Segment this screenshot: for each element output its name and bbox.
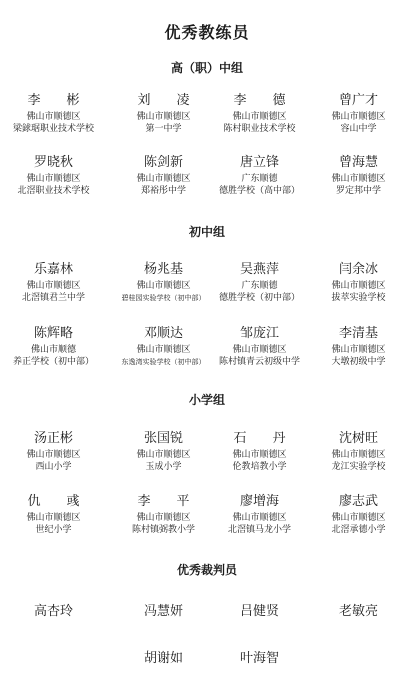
referee-name: 老敏亮 bbox=[338, 604, 378, 619]
coach-name: 罗晓秋 bbox=[33, 155, 73, 170]
coach-school: 龙江实验学校 bbox=[331, 462, 386, 472]
coach-region: 佛山市顺德 bbox=[30, 345, 76, 355]
coach-school: 罗定邦中学 bbox=[335, 186, 381, 196]
coach-school: 大墩初级中学 bbox=[331, 357, 386, 367]
coach-name: 汤正彬 bbox=[33, 431, 73, 446]
coach-card bbox=[2, 93, 105, 135]
coach-school: 北滘职业技术学校 bbox=[17, 186, 90, 196]
coach-name: 唐立锋 bbox=[239, 155, 279, 170]
referee-row bbox=[0, 651, 414, 669]
coach-school: 拔萃实验学校 bbox=[331, 293, 386, 303]
coach-name: 陈剑新 bbox=[143, 155, 183, 170]
coach-name: 张国锐 bbox=[143, 431, 183, 446]
section-title-primary: 小学组 bbox=[188, 393, 225, 407]
coach-region: 佛山市顺德区 bbox=[232, 513, 287, 523]
coach-region: 佛山市顺德区 bbox=[331, 450, 386, 460]
coach-row bbox=[0, 93, 414, 143]
referee-name: 冯慧妍 bbox=[143, 604, 183, 619]
referee-card bbox=[208, 604, 311, 622]
coach-name: 石 丹 bbox=[233, 431, 286, 446]
coach-school: 容山中学 bbox=[340, 124, 377, 134]
coach-region: 佛山市顺德区 bbox=[232, 345, 287, 355]
coach-region: 佛山市顺德区 bbox=[232, 112, 287, 122]
coach-region: 佛山市顺德区 bbox=[26, 450, 81, 460]
referee-card bbox=[2, 604, 105, 622]
coach-name: 杨兆基 bbox=[143, 262, 183, 277]
coach-region: 广东顺德 bbox=[241, 281, 278, 291]
coach-name: 刘 凌 bbox=[137, 93, 190, 108]
coach-school: 北滘镇马龙小学 bbox=[227, 525, 291, 535]
coach-card bbox=[307, 431, 410, 473]
coach-region: 佛山市顺德区 bbox=[232, 450, 287, 460]
coach-name: 李 德 bbox=[233, 93, 286, 108]
coach-row bbox=[0, 431, 414, 481]
coach-region: 佛山市顺德区 bbox=[136, 345, 191, 355]
coach-card bbox=[208, 155, 311, 197]
coach-card bbox=[112, 93, 215, 135]
coach-card bbox=[208, 93, 311, 135]
coach-card bbox=[2, 431, 105, 473]
coach-school: 碧桂园实验学校（初中部） bbox=[121, 294, 206, 302]
coach-row bbox=[0, 326, 414, 376]
referee-title: 优秀裁判员 bbox=[176, 563, 237, 577]
coach-school: 北滘镇君兰中学 bbox=[21, 293, 85, 303]
coach-name: 乐嘉林 bbox=[33, 262, 73, 277]
coach-card bbox=[112, 155, 215, 197]
coach-card bbox=[307, 494, 410, 536]
coach-school: 第一中学 bbox=[145, 124, 182, 134]
coach-card bbox=[2, 262, 105, 304]
coach-region: 佛山市顺德区 bbox=[331, 281, 386, 291]
coach-name: 吴燕萍 bbox=[239, 262, 279, 277]
coach-region: 广东顺德 bbox=[241, 174, 278, 184]
coach-name: 李 平 bbox=[137, 494, 190, 509]
coach-name: 陈辉略 bbox=[33, 326, 73, 341]
coach-card bbox=[112, 431, 215, 473]
coach-school: 北滘承德小学 bbox=[331, 525, 386, 535]
referee-card bbox=[112, 604, 215, 622]
coach-card bbox=[2, 155, 105, 197]
coach-school: 陈村镇弼教小学 bbox=[131, 525, 195, 535]
coach-region: 佛山市顺德区 bbox=[136, 513, 191, 523]
coach-row bbox=[0, 262, 414, 312]
coach-school: 世纪小学 bbox=[35, 525, 72, 535]
coach-card bbox=[112, 494, 215, 536]
page-title: 优秀教练员 bbox=[164, 23, 250, 42]
coach-card bbox=[208, 262, 311, 304]
coach-card bbox=[307, 93, 410, 135]
coach-row bbox=[0, 494, 414, 544]
coach-region: 佛山市顺德区 bbox=[331, 112, 386, 122]
coach-region: 佛山市顺德区 bbox=[26, 513, 81, 523]
coach-name: 沈树旺 bbox=[338, 431, 378, 446]
coach-card bbox=[2, 494, 105, 536]
section-title-middle: 初中组 bbox=[188, 225, 225, 239]
coach-school: 梁銶琚职业技术学校 bbox=[12, 124, 94, 134]
coach-card bbox=[208, 431, 311, 473]
coach-name: 曾广才 bbox=[338, 93, 378, 108]
coach-name: 李 彬 bbox=[27, 93, 80, 108]
coach-region: 佛山市顺德区 bbox=[26, 112, 81, 122]
coach-school: 陈村镇青云初级中学 bbox=[218, 357, 300, 367]
coach-region: 佛山市顺德区 bbox=[136, 174, 191, 184]
referee-card bbox=[208, 651, 311, 669]
coach-region: 佛山市顺德区 bbox=[26, 174, 81, 184]
referee-card bbox=[307, 604, 410, 622]
coach-school: 东逸湾实验学校（初中部） bbox=[121, 358, 206, 366]
coach-row bbox=[0, 155, 414, 205]
referee-name: 胡谢如 bbox=[143, 651, 183, 666]
coach-region: 佛山市顺德区 bbox=[136, 281, 191, 291]
coach-name: 闫余冰 bbox=[338, 262, 378, 277]
referee-row bbox=[0, 604, 414, 622]
coach-name: 邹庞江 bbox=[239, 326, 279, 341]
coach-school: 德胜学校（高中部） bbox=[218, 186, 300, 196]
coach-name: 廖志武 bbox=[338, 494, 378, 509]
coach-school: 玉成小学 bbox=[145, 462, 182, 472]
coach-school: 伦教培教小学 bbox=[232, 462, 287, 472]
coach-region: 佛山市顺德区 bbox=[26, 281, 81, 291]
section-title-high: 高（职）中组 bbox=[170, 61, 243, 75]
coach-region: 佛山市顺德区 bbox=[136, 450, 191, 460]
coach-card bbox=[307, 155, 410, 197]
coach-school: 郑裕彤中学 bbox=[140, 186, 186, 196]
coach-region: 佛山市顺德区 bbox=[136, 112, 191, 122]
coach-name: 廖增海 bbox=[239, 494, 279, 509]
coach-school: 西山小学 bbox=[35, 462, 72, 472]
coach-name: 邓顺达 bbox=[143, 326, 183, 341]
referee-name: 吕健贤 bbox=[239, 604, 279, 619]
coach-region: 佛山市顺德区 bbox=[331, 345, 386, 355]
coach-name: 仇 彧 bbox=[27, 494, 80, 509]
coach-card bbox=[208, 494, 311, 536]
coach-name: 李清基 bbox=[338, 326, 378, 341]
coach-card bbox=[2, 326, 105, 368]
coach-region: 佛山市顺德区 bbox=[331, 174, 386, 184]
coach-school: 德胜学校（初中部） bbox=[218, 293, 300, 303]
coach-card bbox=[208, 326, 311, 368]
coach-region: 佛山市顺德区 bbox=[331, 513, 386, 523]
coach-card bbox=[307, 262, 410, 304]
coach-card bbox=[112, 262, 215, 304]
coach-school: 陈村职业技术学校 bbox=[223, 124, 296, 134]
coach-school: 养正学校（初中部） bbox=[12, 357, 94, 367]
coach-name: 曾海慧 bbox=[338, 155, 378, 170]
coach-card bbox=[307, 326, 410, 368]
referee-card bbox=[112, 651, 215, 669]
coach-card bbox=[112, 326, 215, 368]
referee-name: 高杏玲 bbox=[33, 604, 73, 619]
referee-name: 叶海智 bbox=[239, 651, 279, 666]
